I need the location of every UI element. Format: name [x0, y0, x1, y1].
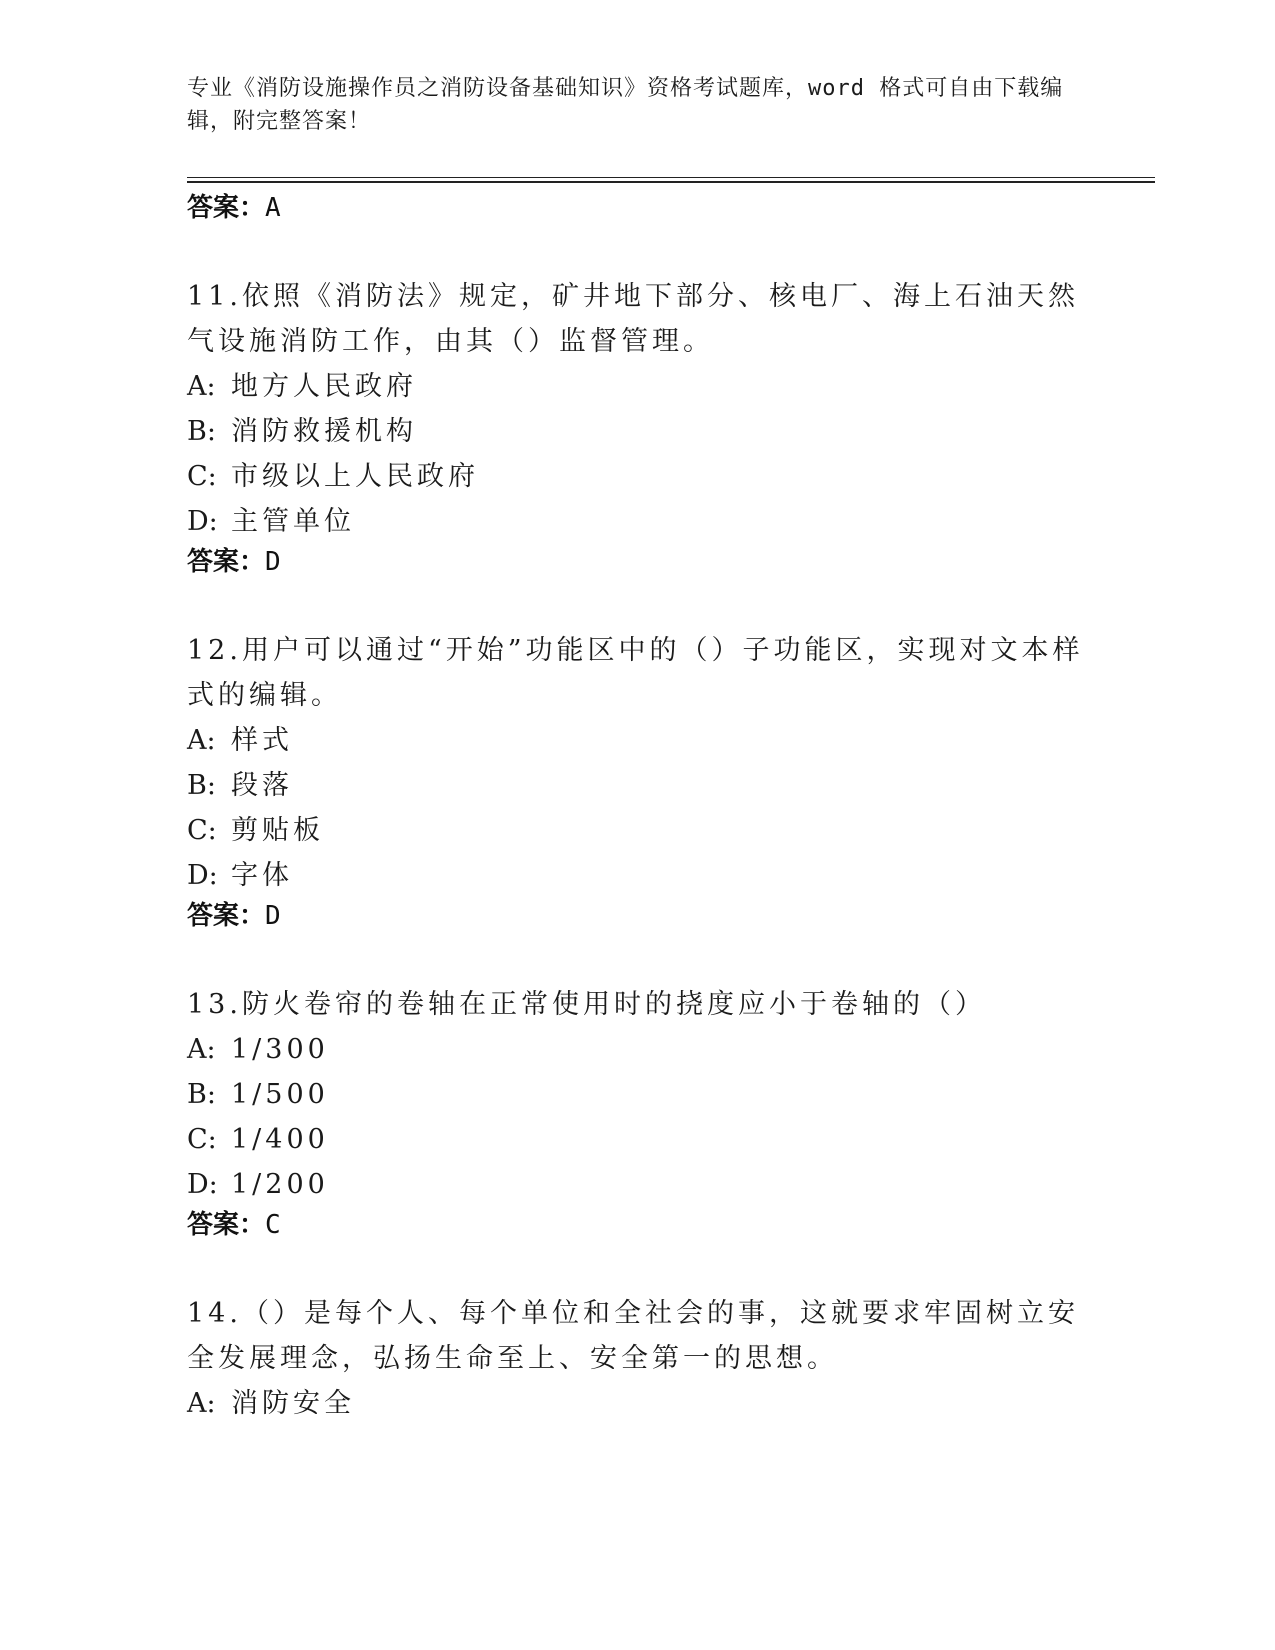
answer-label: 答案： [187, 901, 266, 931]
option-text: 1/400 [231, 1124, 329, 1155]
option-key: C: [187, 815, 217, 846]
option-key: B: [187, 770, 216, 801]
option-text: 字体 [231, 860, 293, 891]
question-stem: 11.依照《消防法》规定，矿井地下部分、核电厂、海上石油天然气设施消防工作，由其（）监督管理。 [187, 281, 1079, 357]
question-block [187, 1291, 1087, 1426]
option-text: 段落 [231, 770, 293, 801]
option-key: B: [187, 1079, 216, 1110]
answer-value: C [265, 1210, 281, 1240]
option-d [187, 853, 1087, 898]
option-a [187, 1381, 1087, 1426]
answer-line [187, 1207, 1087, 1243]
option-text: 消防救援机构 [231, 416, 417, 447]
option-key: A: [187, 1034, 216, 1065]
option-text: 1/300 [231, 1034, 329, 1065]
answer-label: 答案： [187, 193, 266, 223]
answer-line [187, 544, 1087, 580]
option-c [187, 454, 1087, 499]
option-key: B: [187, 416, 216, 447]
option-d [187, 1162, 1087, 1207]
option-key: D: [187, 1169, 218, 1200]
answer-value: A [265, 193, 281, 223]
option-c [187, 1117, 1087, 1162]
option-b [187, 409, 1087, 454]
option-b [187, 763, 1087, 808]
answer-line [187, 190, 1087, 226]
option-text: 1/500 [231, 1079, 329, 1110]
option-a [187, 1027, 1087, 1072]
option-key: A: [187, 725, 216, 756]
header-divider-thick [187, 181, 1155, 183]
question-stem: 13.防火卷帘的卷轴在正常使用时的挠度应小于卷轴的（） [187, 989, 986, 1020]
option-key: C: [187, 1124, 217, 1155]
option-text: 主管单位 [231, 506, 355, 537]
option-text: 剪贴板 [231, 815, 324, 846]
option-key: C: [187, 461, 217, 492]
option-text: 1/200 [231, 1169, 329, 1200]
question-stem: 12.用户可以通过“开始”功能区中的（）子功能区，实现对文本样式的编辑。 [187, 635, 1084, 711]
answer-value: D [265, 901, 281, 931]
option-b [187, 1072, 1087, 1117]
option-key: A: [187, 1388, 216, 1419]
question-stem: 14.（）是每个人、每个单位和全社会的事，这就要求牢固树立安全发展理念，弘扬生命至上、安全第一的思想。 [187, 1298, 1079, 1374]
question-block [187, 274, 1087, 580]
option-text: 样式 [231, 725, 293, 756]
option-text: 地方人民政府 [231, 371, 417, 402]
answer-label: 答案： [187, 1210, 266, 1240]
question-block [187, 628, 1087, 934]
option-text: 市级以上人民政府 [231, 461, 479, 492]
header-divider [187, 177, 1155, 178]
option-c [187, 808, 1087, 853]
answer-value: D [265, 547, 281, 577]
answer-line [187, 898, 1087, 934]
document-header: 专业《消防设施操作员之消防设备基础知识》资格考试题库，word 格式可自由下载编辑，附完整答案！ [187, 76, 1064, 134]
option-key: D: [187, 860, 218, 891]
option-d [187, 499, 1087, 544]
option-a [187, 364, 1087, 409]
option-key: A: [187, 371, 216, 402]
question-content [187, 190, 1087, 1426]
question-block [187, 982, 1087, 1243]
option-text: 消防安全 [231, 1388, 355, 1419]
option-key: D: [187, 506, 218, 537]
option-a [187, 718, 1087, 763]
answer-label: 答案： [187, 547, 266, 577]
